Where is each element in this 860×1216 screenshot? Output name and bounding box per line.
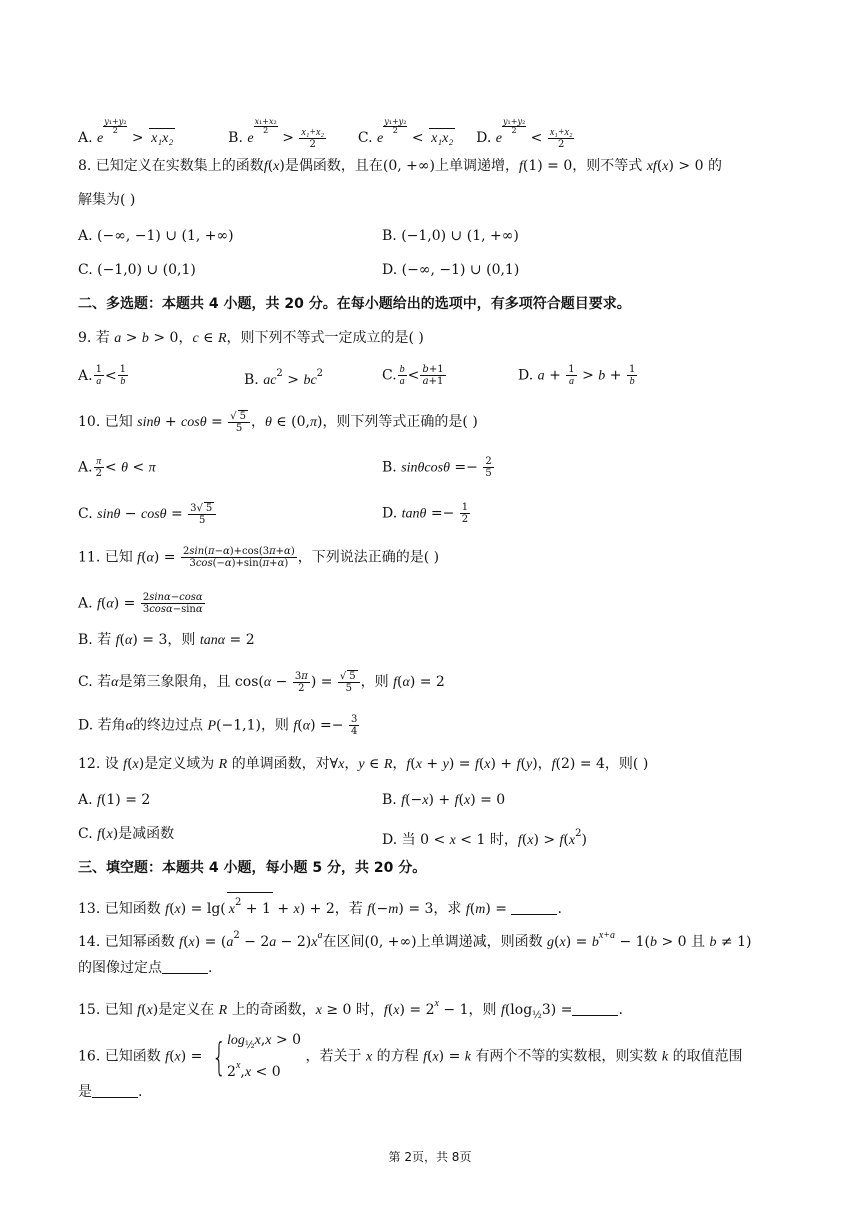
q7-options: [78, 118, 575, 150]
q12-stem: 12. 设 f(x)是定义域为 R 的单调函数，对∀x，y ∈ R，f(x + y) = f(x) + f(y)，f(2) = 4，则( ): [78, 756, 649, 772]
q11-option-a: A. f(α) = $\frac{2\sin\alpha-\cos\alpha}{3\cos\alpha-\sin\alpha}$: [78, 592, 203, 615]
q14-stem-line2: 的图像过定点 .: [78, 960, 213, 976]
q10-option-a: A. $\frac{\pi}{2}$ < θ < π: [78, 456, 156, 479]
q9-stem: 9. 若 a > b > 0，c ∈ R，则下列不等式一定成立的是( ): [78, 330, 424, 346]
q10-option-b: B. sinθcosθ =− $\frac{2}{5}$: [382, 456, 492, 479]
q12-option-b: B. f(−x) + f(x) = 0: [382, 792, 506, 808]
q8-stem: 8. 已知定义在实数集上的函数f(x)是偶函数，且在(0, +∞)上单调递增，f(1) = 0，则不等式 xf(x) > 0 的: [78, 158, 722, 174]
q8-option-d: D. (−∞, −1) ∪ (0,1): [382, 262, 520, 278]
q16-answer-blank: [92, 1084, 138, 1098]
q15-answer-blank: [572, 1002, 618, 1016]
q14-answer-blank: [162, 960, 208, 974]
q9-option-b: B. $ac^2 > bc^2$: [244, 368, 324, 388]
q9-option-d: D. a + $\frac{1}{a}$ > b + $\frac{1}{b}$: [518, 364, 636, 387]
q9-options: [78, 364, 129, 387]
q7-option-a: A. e $\frac{\text{y₁+y₂}}{2}$ > x₁x₂: [78, 130, 175, 146]
page-footer: 第 2页，共 8页: [388, 1150, 472, 1164]
q7-option-d: D. e $\frac{\text{y₁+y₂}}{2}$ < $\frac{\text{x₁+x₂}}{2}$: [476, 117, 573, 150]
q14-stem: 14. 已知幂函数 $f(x) = (a^2 - 2a - 2)x^a$在区间(0, +∞)上单调递减，则函数 $g(x) = b^{x+a} - 1(b > 0$ 且 b ≠ 1): [78, 930, 752, 950]
q16-stem: 16. 已知函数 $f(x) = \{\log_{\frac{1}{2}}x,x > 0$ $2^x,x < 0$ ，若关于 x 的方程 f(x) = k 有两个不等的实数根，则实数 k 的取值范围: [78, 1032, 743, 1080]
q10-option-d: D. tanθ =− $\frac{1}{2}$: [382, 502, 469, 525]
q12-option-d: D. 当 0 < x < 1 时，$f(x) > f(x^2)$: [382, 828, 587, 848]
q13-answer-blank: [511, 901, 557, 915]
q11-option-d: D. 若角α的终边过点 P(−1,1)，则 f(α) =− $\frac{3}{4}$: [78, 714, 358, 737]
q7-option-c: C. e $\frac{\text{y₁+y₂}}{2}$ < x₁x₂: [358, 130, 455, 146]
q8-options-row1: [78, 226, 234, 246]
q10-option-c: C. sinθ − cosθ = $\frac{3√ 5}{5}$: [78, 502, 217, 526]
section-heading-fill-in: 三、填空题：本题共 4 小题，每小题 5 分，共 20 分。: [78, 860, 427, 876]
q8-stem-line2: 解集为( ): [78, 192, 136, 208]
q7-option-b: B. e $\frac{\text{x₁+x₂}}{2}$ > $\frac{\text{x₁+x₂}}{2}$: [228, 117, 324, 150]
q11-stem: 11. 已知 f(α) = $\frac{2\sin(\pi-\alpha)+\cos(3\pi+\alpha)}{3\cos(-\alpha)+\sin(\pi+\alpha)}$ ，下列说法正确的是( ): [78, 546, 440, 569]
q8-option-b: B. (−1,0) ∪ (1, +∞): [382, 228, 519, 244]
q11-option-b: B. 若 f(α) = 3，则 tanα = 2: [78, 632, 255, 648]
q8-option-c: C. (−1,0) ∪ (0,1): [78, 262, 196, 278]
q12-option-c: C. f(x)是减函数: [78, 826, 175, 842]
q13-stem: 13. 已知函数 f(x) = lg( $x^2 + 1 + x) + 2$，若 f(−m) = 3，求 f(m) = .: [78, 892, 562, 920]
q12-option-a: A. f(1) = 2: [78, 792, 151, 808]
q15-stem: 15. 已知 f(x)是定义在 R 上的奇函数，x ≥ 0 时，$f(x) = 2^x - 1$，则 $f(\log_{\frac{1}{2}}3)$ = .: [78, 998, 623, 1021]
q11-option-c: C. 若α是第三象限角，且 cos(α − $\frac{3\pi}{2}$ ) = $\frac{√ 5}{5}$ ，则 f(α) = 2: [78, 670, 445, 694]
q9-option-c: C. $\frac{b}{a}$ < $\frac{b+1}{a+1}$: [382, 364, 444, 387]
q10-stem: 10. 已知 sinθ + cosθ = $\frac{√ 5}{5}$ ，θ ∈ (0,π)，则下列等式正确的是( ): [78, 411, 478, 434]
q16-stem-line2: 是 .: [78, 1084, 143, 1100]
q8-option-a: A. (−∞, −1) ∪ (1, +∞): [78, 228, 234, 244]
section-heading-multiple-choice: 二、多选题：本题共 4 小题，共 20 分。在每小题给出的选项中，有多项符合题目要求。: [78, 296, 631, 312]
q9-option-a: A. $\frac{1}{a}$ < $\frac{1}{b}$: [78, 364, 127, 387]
